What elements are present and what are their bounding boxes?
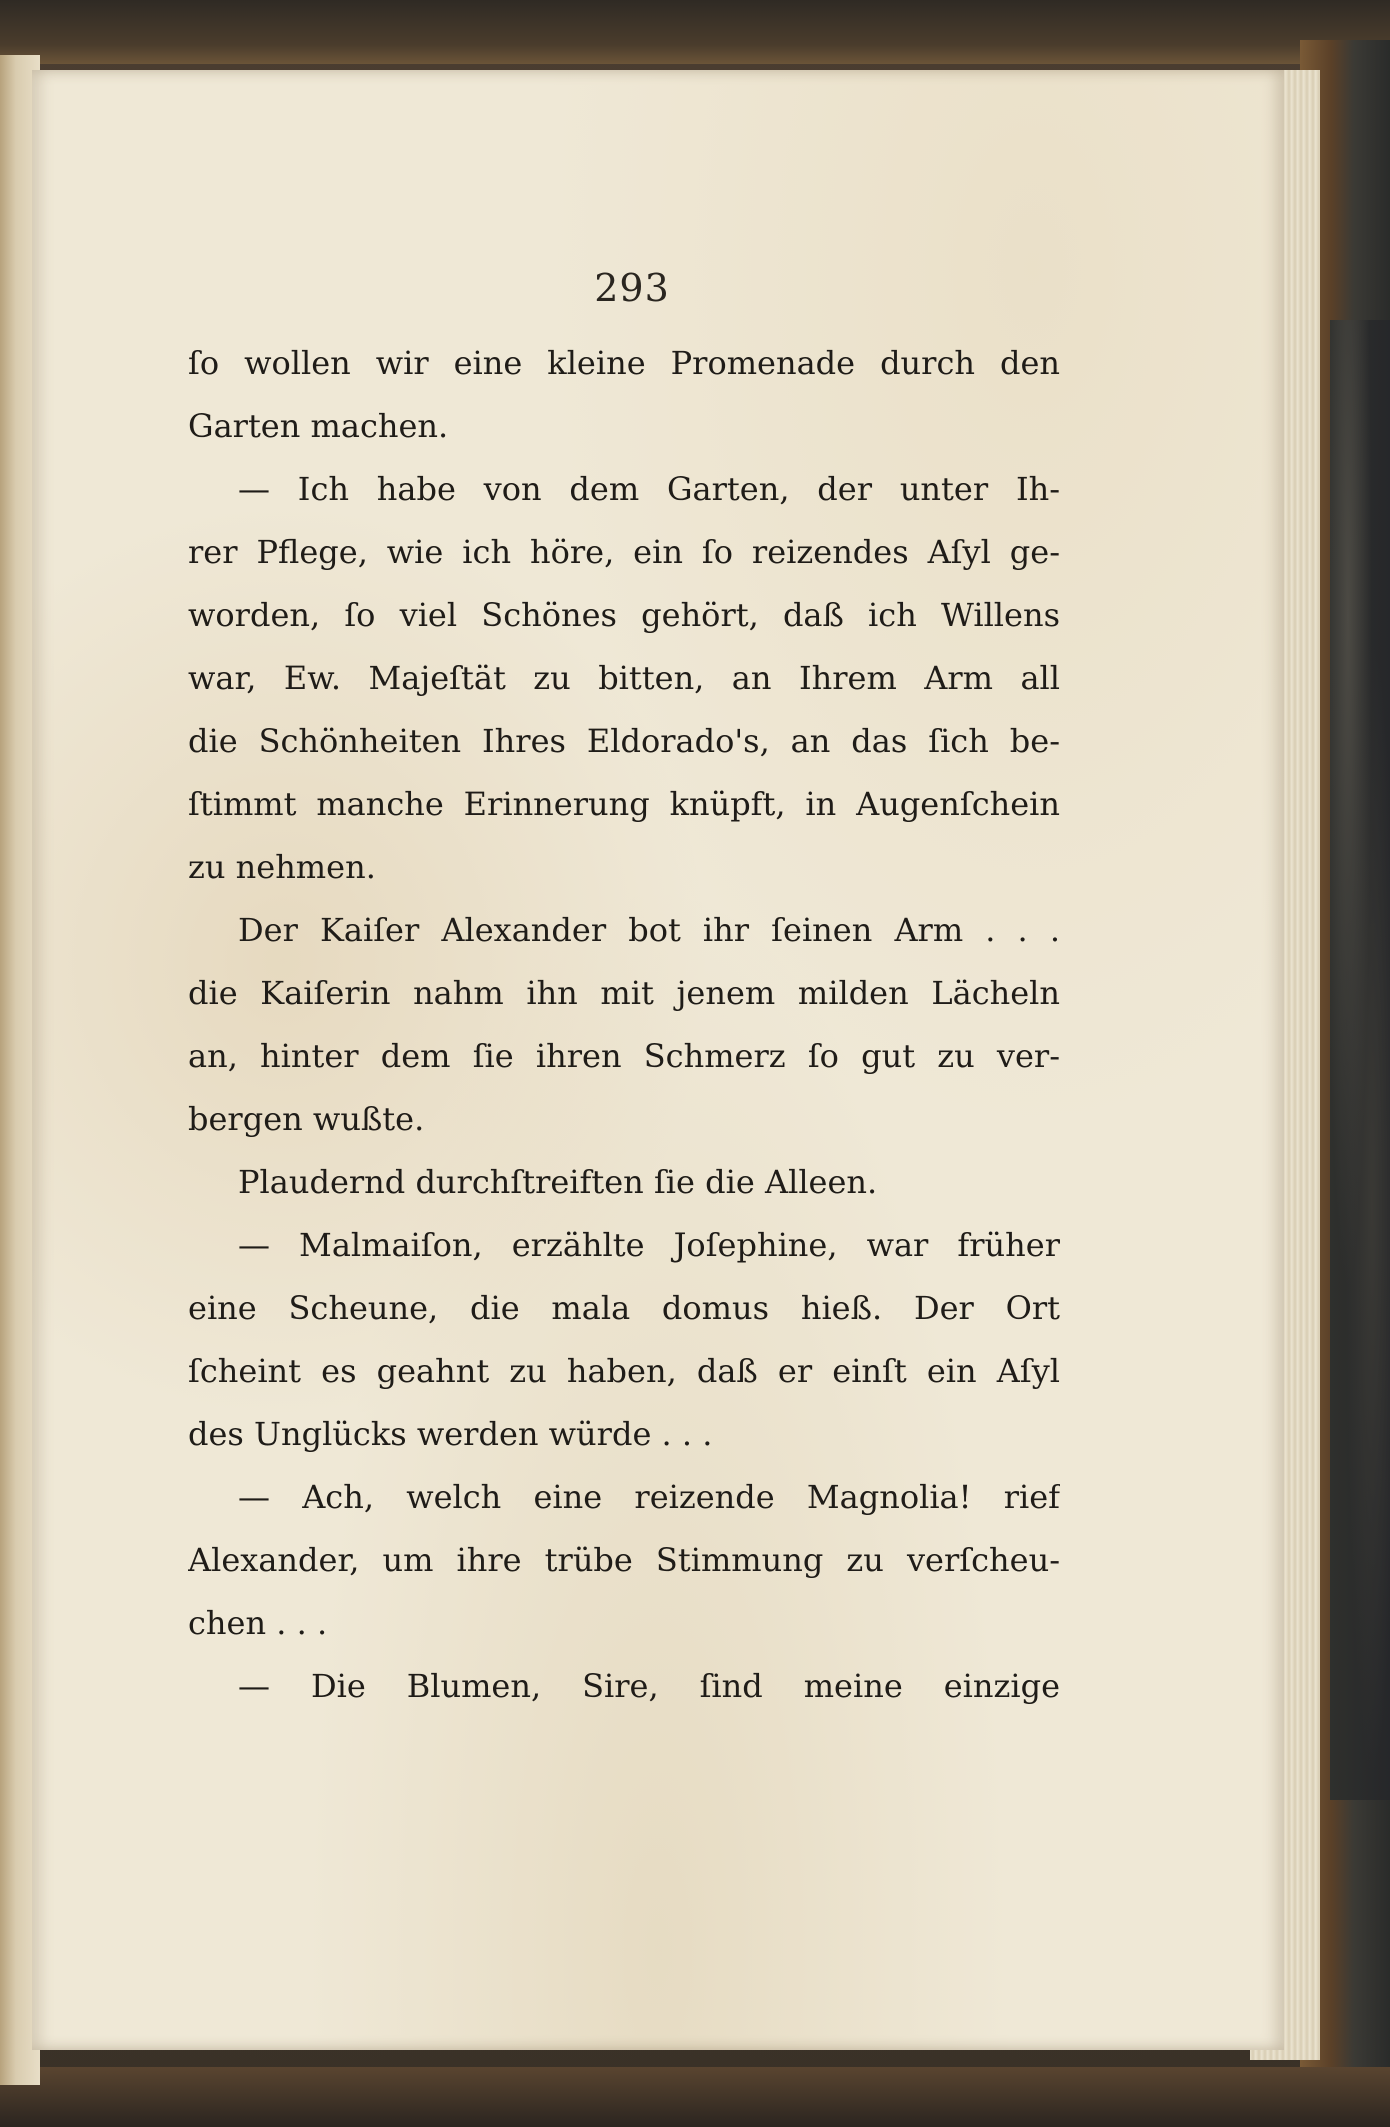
text-line: eine Scheune, die mala domus hieß. Der Ort xyxy=(188,1289,1060,1327)
text-line: Plaudernd durchſtreiften ſie die Alleen. xyxy=(238,1163,878,1201)
text-line: — Ach, welch eine reizende Magnolia! rief xyxy=(238,1478,1060,1516)
text-line: die Kaiſerin nahm ihn mit jenem milden Lächeln xyxy=(188,974,1060,1012)
text-line: Alexander, um ihre trübe Stimmung zu verſcheu- xyxy=(188,1541,1060,1579)
text-line: zu nehmen. xyxy=(188,848,376,886)
text-line: ſtimmt manche Erinnerung knüpft, in Augenſchein xyxy=(188,785,1060,823)
text-line: an, hinter dem ſie ihren Schmerz ſo gut zu ver- xyxy=(188,1037,1060,1075)
book-page xyxy=(32,70,1284,2050)
book-cover-top xyxy=(0,0,1390,64)
text-line: bergen wußte. xyxy=(188,1100,425,1138)
text-line: rer Pflege, wie ich höre, ein ſo reizendes Aſyl ge- xyxy=(188,533,1060,571)
text-line: des Unglücks werden würde . . . xyxy=(188,1415,713,1453)
text-line: war, Ew. Majeſtät zu bitten, an Ihrem Arm all xyxy=(188,659,1060,697)
text-line: worden, ſo viel Schönes gehört, daß ich Willens xyxy=(188,596,1060,634)
text-line: ſo wollen wir eine kleine Promenade durch den xyxy=(188,344,1060,382)
text-line: ſcheint es geahnt zu haben, daß er einſt ein Aſyl xyxy=(188,1352,1060,1390)
text-line: Der Kaiſer Alexander bot ihr ſeinen Arm . . . xyxy=(238,911,1060,949)
text-line: die Schönheiten Ihres Eldorado's, an das ſich be- xyxy=(188,722,1060,760)
text-line: — Ich habe von dem Garten, der unter Ih- xyxy=(238,470,1060,508)
page-number: 293 xyxy=(594,266,670,310)
text-line: — Malmaiſon, erzählte Joſephine, war früher xyxy=(238,1226,1060,1264)
text-line: Garten machen. xyxy=(188,407,449,445)
book-cover-bottom xyxy=(0,2067,1390,2127)
text-line: — Die Blumen, Sire, ſind meine einzige xyxy=(238,1667,1060,1705)
marbled-endpaper xyxy=(1330,320,1390,1800)
body-text xyxy=(188,332,1060,1718)
text-line: chen . . . xyxy=(188,1604,328,1642)
